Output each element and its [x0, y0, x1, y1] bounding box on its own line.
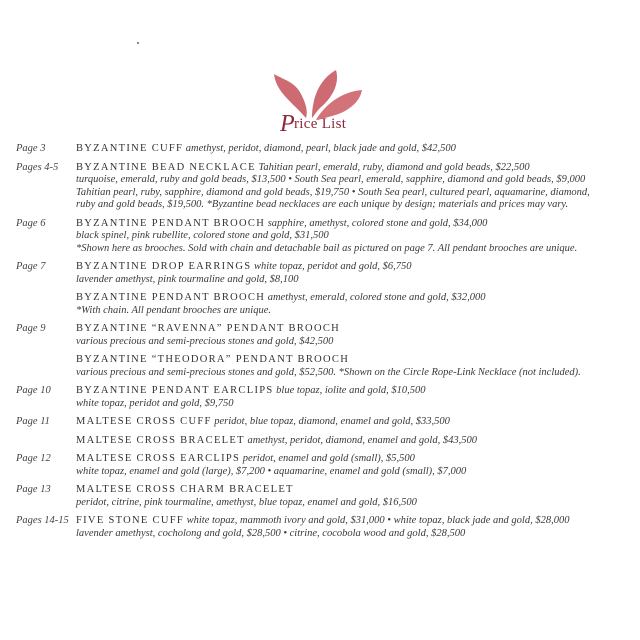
page-label: Page 9 — [16, 323, 46, 334]
page-title: Price List — [280, 111, 347, 137]
item-line — [76, 230, 636, 243]
item-description: various precious and semi-precious stones and gold, $52,500. *Shown on the Circle Rope-Link Necklace (not included). — [76, 366, 581, 378]
item-line — [76, 416, 636, 429]
item-description: blue topaz, iolite and gold, $10,500 — [276, 385, 426, 396]
price-item — [76, 515, 636, 540]
page-label: Page 3 — [16, 143, 46, 154]
item-description: amethyst, peridot, diamond, pearl, black jade and gold, $42,500 — [185, 143, 456, 154]
price-item — [76, 484, 636, 509]
item-line — [76, 187, 636, 200]
price-entry — [0, 218, 640, 256]
item-name: BYZANTINE “THEODORA” PENDANT BROOCH — [76, 354, 350, 365]
item-name: MALTESE CROSS CHARM BRACELET — [76, 484, 294, 495]
item-description: peridot, citrine, pink tourmaline, amethyst, blue topaz, enamel and gold, $16,500 — [76, 496, 417, 508]
page-label: Page 7 — [16, 261, 46, 272]
page-label: Page 6 — [16, 217, 46, 229]
item-line — [76, 435, 636, 448]
item-line — [76, 218, 636, 231]
item-description: peridot, enamel and gold (small), $5,500 — [242, 453, 415, 464]
paper-speck — [137, 42, 139, 44]
page-label: Page 11 — [16, 416, 50, 427]
price-item — [76, 385, 636, 410]
item-description: white topaz, mammoth ivory and gold, $31,000 • white topaz, black jade and gold, $28,000 — [186, 515, 570, 526]
item-line — [76, 336, 636, 349]
item-line — [76, 484, 636, 497]
price-item — [76, 354, 636, 379]
page-label: Page 13 — [16, 484, 51, 495]
price-item — [76, 435, 636, 448]
item-name: MALTESE CROSS EARCLIPS — [76, 453, 241, 464]
item-description: lavender amethyst, pink tourmaline and gold, $8,100 — [76, 273, 299, 285]
item-description: lavender amethyst, cocholong and gold, $28,500 • citrine, cocobola wood and gold, $28,500 — [76, 527, 466, 539]
item-line — [76, 528, 636, 541]
item-line — [76, 199, 636, 212]
item-description: sapphire, amethyst, colored stone and gold, $34,000 — [267, 217, 488, 229]
item-description: peridot, blue topaz, diamond, enamel and gold, $33,500 — [214, 416, 450, 427]
item-line — [76, 323, 636, 336]
item-name: BYZANTINE PENDANT EARCLIPS — [76, 385, 274, 396]
price-entry — [0, 162, 640, 212]
item-line — [76, 466, 636, 479]
item-name: BYZANTINE “RAVENNA” PENDANT BROOCH — [76, 323, 341, 334]
item-name: BYZANTINE PENDANT BROOCH — [76, 292, 266, 303]
item-description: white topaz, peridot and gold, $6,750 — [253, 261, 412, 272]
price-item — [76, 416, 636, 429]
item-description: Tahitian pearl, emerald, ruby, diamond and gold beads, $22,500 — [258, 161, 530, 173]
item-description: amethyst, peridot, diamond, enamel and gold, $43,500 — [247, 434, 477, 446]
price-item — [76, 292, 636, 317]
price-item — [76, 323, 636, 348]
page-label: Pages 4-5 — [16, 161, 59, 173]
item-description: *Shown here as brooches. Sold with chain and detachable bail as pictured on page 7. All pendant brooches are unique. — [76, 242, 578, 254]
item-description: black spinel, pink rubellite, colored stone and gold, $31,500 — [76, 230, 329, 241]
item-line — [76, 385, 636, 398]
item-description: various precious and semi-precious stones and gold, $42,500 — [76, 335, 334, 347]
item-name: BYZANTINE CUFF — [76, 143, 184, 154]
price-entry — [0, 515, 640, 540]
item-line — [76, 354, 636, 367]
item-name: MALTESE CROSS CUFF — [76, 416, 212, 427]
item-description: white topaz, peridot and gold, $9,750 — [76, 397, 234, 409]
price-item — [76, 218, 636, 256]
price-entry — [0, 453, 640, 478]
item-line — [76, 497, 636, 510]
price-list — [0, 143, 640, 546]
item-name: BYZANTINE DROP EARRINGS — [76, 261, 252, 272]
item-line — [76, 367, 636, 380]
item-line — [76, 174, 636, 187]
item-description: ruby and gold beads, $19,500. *Byzantine bead necklaces are each unique by design; materials and prices may vary. — [76, 199, 569, 210]
item-line — [76, 261, 636, 274]
item-description: Tahitian pearl, ruby, sapphire, diamond and gold beads, $19,750 • South Sea pearl, cultured pearl, aquamarine, diamond, — [76, 186, 590, 198]
item-description: white topaz, enamel and gold (large), $7,200 • aquamarine, enamel and gold (small), $7,000 — [76, 465, 467, 477]
price-list-header — [262, 62, 382, 140]
item-name: FIVE STONE CUFF — [76, 515, 184, 526]
item-name: BYZANTINE PENDANT BROOCH — [76, 217, 266, 229]
price-item — [76, 453, 636, 478]
item-line — [76, 398, 636, 411]
item-name: MALTESE CROSS BRACELET — [76, 434, 245, 446]
item-name: BYZANTINE BEAD NECKLACE — [76, 161, 256, 173]
item-line — [76, 243, 636, 256]
item-description: *With chain. All pendant brooches are unique. — [76, 304, 272, 316]
price-entry — [0, 385, 640, 410]
item-description: turquoise, emerald, ruby and gold beads, $13,500 • South Sea pearl, emerald, sapphire, diamond and gold beads, $9,000 — [76, 174, 586, 185]
item-description: amethyst, emerald, colored stone and gold, $32,000 — [267, 292, 486, 303]
item-line — [76, 305, 636, 318]
item-line — [76, 292, 636, 305]
price-entry — [0, 143, 640, 156]
item-line — [76, 143, 636, 156]
item-line — [76, 515, 636, 528]
price-entry — [0, 261, 640, 317]
price-entry — [0, 416, 640, 447]
page-label: Page 12 — [16, 453, 51, 464]
price-item — [76, 143, 636, 156]
item-line — [76, 274, 636, 287]
page-label: Pages 14-15 — [16, 515, 69, 526]
page-label: Page 10 — [16, 385, 51, 396]
price-entry — [0, 484, 640, 509]
price-item — [76, 162, 636, 212]
item-line — [76, 453, 636, 466]
price-entry — [0, 323, 640, 379]
price-item — [76, 261, 636, 286]
item-line — [76, 162, 636, 175]
